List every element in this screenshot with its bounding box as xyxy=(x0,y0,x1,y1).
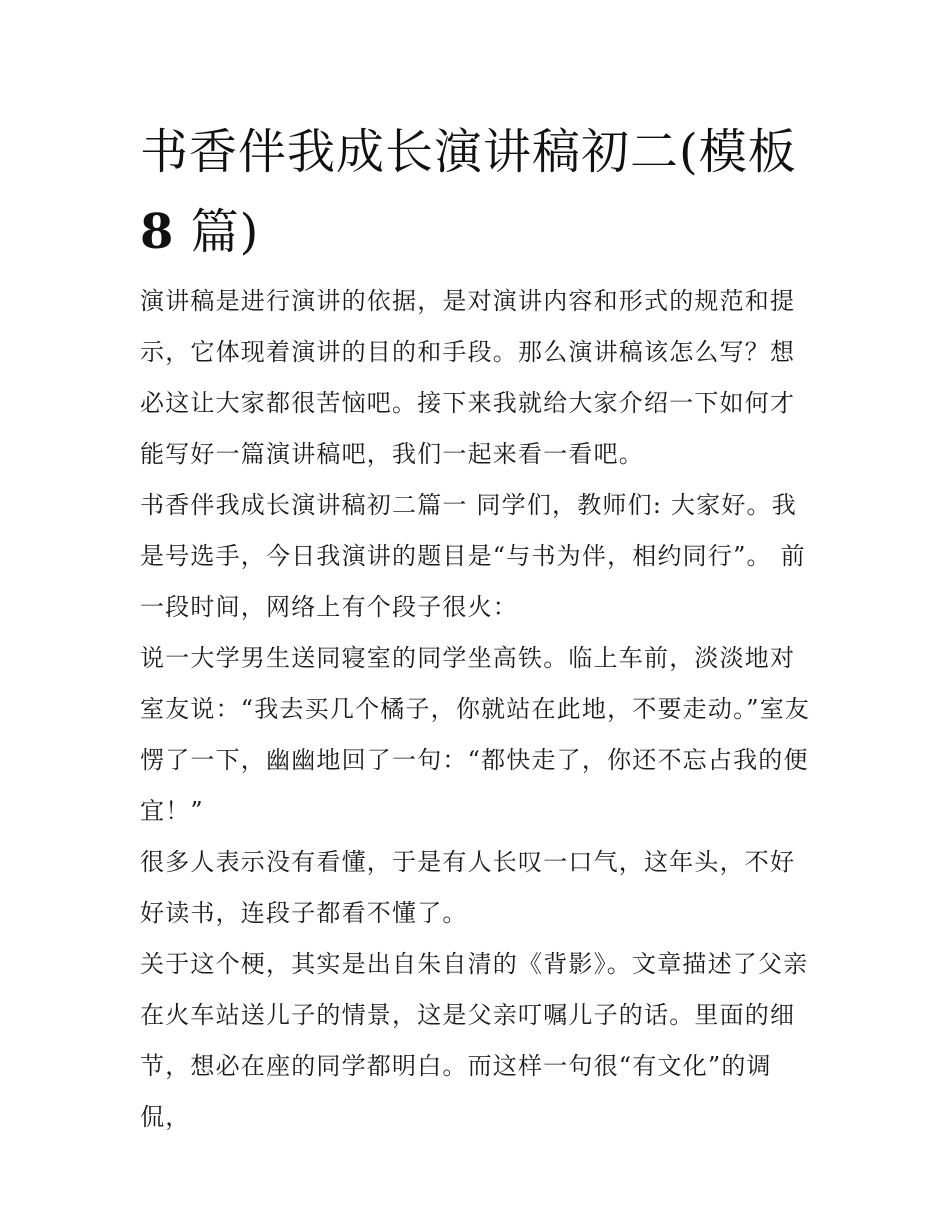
title-line-2: 篇) xyxy=(190,204,260,260)
speech-opening-paragraph: 书香伴我成长演讲稿初二篇一 同学们，教师们: 大家好。我是号选手，今日我演讲的题目是“与书为伴，相约同行”。 前一段时间，网络上有个段子很火： xyxy=(140,491,806,621)
reaction-paragraph: 很多人表示没有看懂，于是有人长叹一口气，这年头，不好好读书，连段子都看不懂了。 xyxy=(140,848,796,927)
document-body xyxy=(140,276,820,1143)
intro-paragraph: 演讲稿是进行演讲的依据，是对演讲内容和形式的规范和提示，它体现着演讲的目的和手段。那么演讲稿该怎么写？想必这让大家都很苦恼吧。接下来我就给大家介绍一下如何才能写好一篇演讲稿吧，我们一起来看一看吧。 xyxy=(140,287,796,468)
document-title xyxy=(140,112,820,272)
title-line-1: 书香伴我成长演讲稿初二(模板 xyxy=(140,124,797,180)
explanation-paragraph: 关于这个梗，其实是出自朱自清的《背影》。文章描述了父亲在火车站送儿子的情景，这是父亲叮嘱儿子的话。里面的细节，想必在座的同学都明白。而这样一句很“有文化”的调侃， xyxy=(140,950,809,1131)
title-number: 8 xyxy=(140,204,175,260)
joke-paragraph: 说一大学男生送同寝室的同学坐高铁。临上车前，淡淡地对室友说：“我去买几个橘子，你就站在此地，不要走动。”室友愣了一下，幽幽地回了一句：“都快走了，你还不忘占我的便宜！” xyxy=(140,644,811,825)
